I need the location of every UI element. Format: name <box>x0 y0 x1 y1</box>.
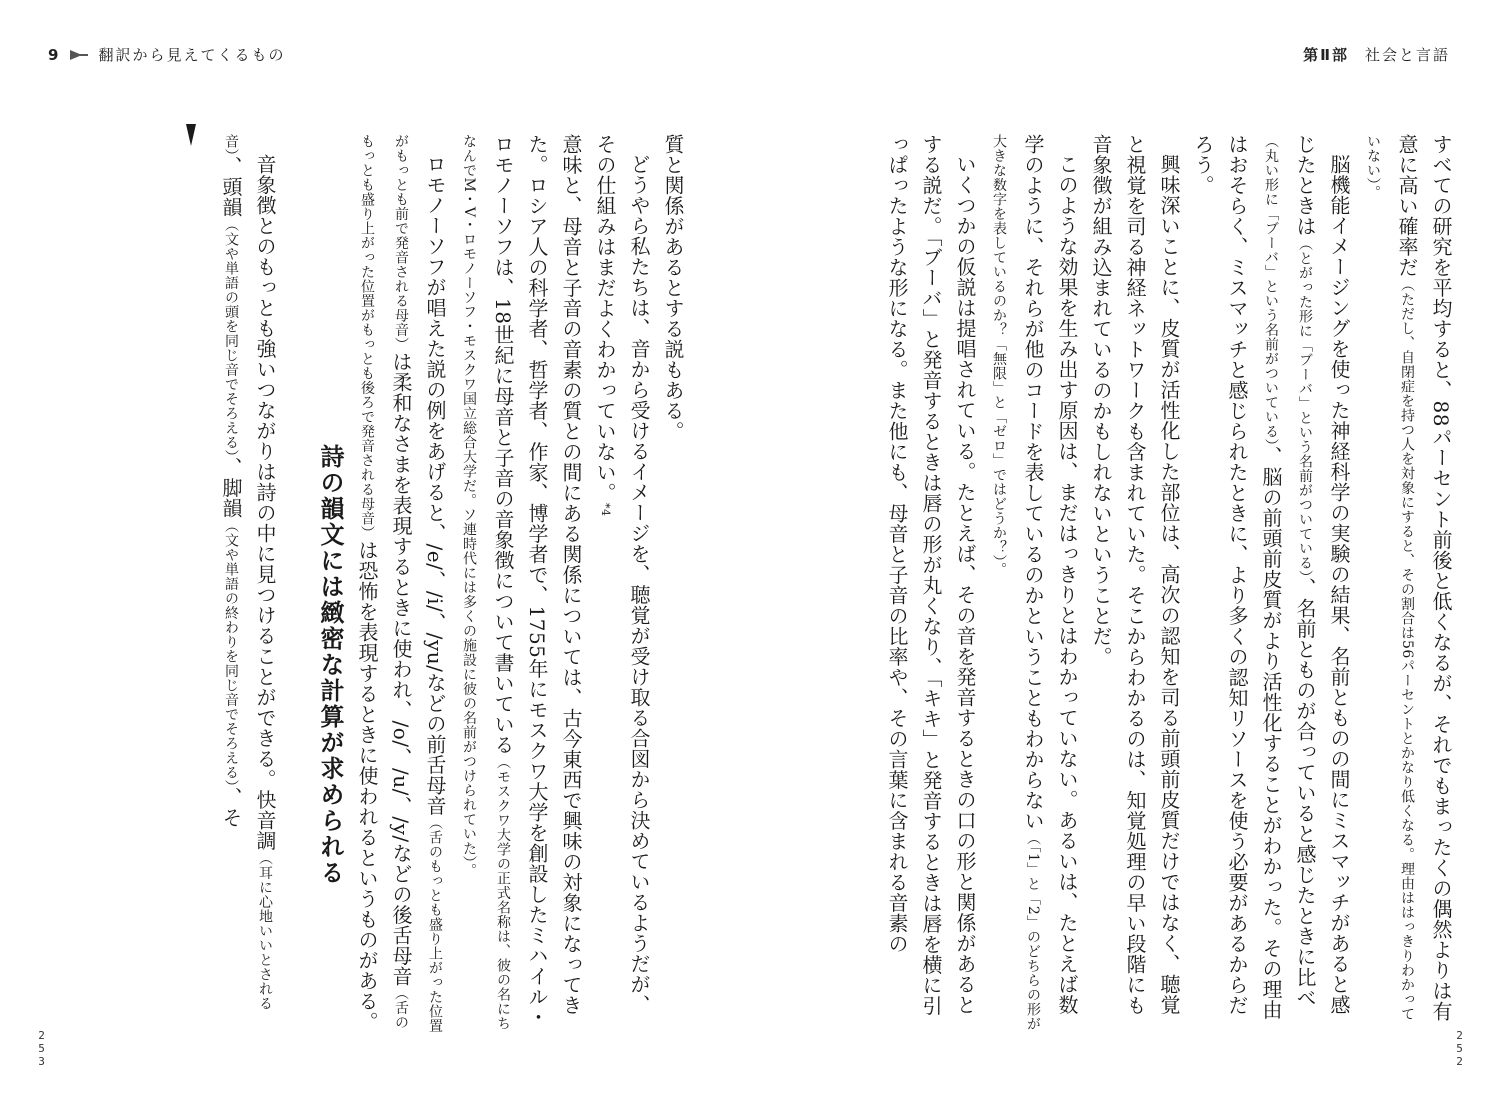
paragraph <box>350 134 452 1034</box>
chapter-title: 翻訳から見えてくるもの <box>98 46 286 64</box>
paragraph <box>656 134 690 1034</box>
arrow-icon <box>70 50 88 60</box>
text: 音象徴とのもっとも強いつながりは詩の中に見つけることができる。快音調 <box>253 154 277 851</box>
right-page-body <box>782 134 1458 1034</box>
inline-note: （モスクワ大学の正式名称は、彼の名にちなんでM・V・ロモノーソフ・モスクワ国立総合大学だ。ソ連時代には多くの施設に彼の名前がつけられていた）。 <box>461 134 511 1031</box>
page-number-left: 253 <box>35 1029 48 1068</box>
text: このような効果を生み出す原因は、まだはっきりとはわかっていない。あるいは、たとえば数学のように、それらが他のコードを表しているのかということもわからない <box>1021 134 1079 1015</box>
section-heading: 詩の韻文には緻密な計算が求められる <box>316 444 344 886</box>
left-page-body <box>70 134 690 1034</box>
paragraph <box>1186 134 1356 1034</box>
text: どうやら私たちは、音から受けるイメージを、聴覚が受け取る合図から決めているようだが、その仕組みはまだよくわかっていない。 <box>593 134 651 1015</box>
paragraph <box>880 134 982 1034</box>
inline-note: （「1」と「2」のどちらの形が大きな数字を表しているのか？「無限」と「ゼロ」ではどうか？）。 <box>991 134 1041 1032</box>
paragraph <box>1356 134 1458 1034</box>
running-header-left <box>48 44 285 65</box>
text: 脳機能イメージングを使った神経科学の実験の結果、名前とものの間にミスマッチがあると感じたときは <box>1293 134 1351 1015</box>
inline-note: （丸い形に「ブーバ」という名前がついている） <box>1263 134 1279 446</box>
paragraph <box>214 134 282 1034</box>
text: 、頭韻 <box>219 156 243 218</box>
text: すべての研究を平均すると、88パーセント前後と低くなるが、それでもまったくの偶然よりは有意に高い確率だ <box>1395 134 1453 1022</box>
text: 、脳の前頭前皮質がより活性化することがわかった。その理由はおそらく、ミスマッチと感じられたときに、より多くの認知リソースを使う必要があるからだろう。 <box>1191 134 1283 1020</box>
inline-note: （耳に心地いいとされる音） <box>223 134 273 1011</box>
text: 、脚韻 <box>219 457 243 519</box>
text: 、そ <box>219 787 243 828</box>
text: いくつかの仮説は提唱されている。たとえば、その音を発音するときの口の形と関係があるとする説だ。「ブーバ」と発音するときは唇の形が丸くなり、「キキ」と発音するときは唇を横に引っぱったような形になる。また他にも、母音と子音の比率や、その言葉に含まれる音素の <box>885 134 977 1016</box>
inline-note: （とがった形に「ブーバ」という名前がついている） <box>1297 236 1313 578</box>
footnote-marker[interactable]: *4 <box>599 503 612 517</box>
inline-note: （文や単語の頭を同じ音でそろえる） <box>223 217 239 457</box>
text: 意味と、母音と子音の音素の質との間にある関係については、古今東西で興味の対象になってきた。ロシア人の科学者、哲学者、作家、博学者で、1755年にモスクワ大学を創設したミハイル・ロモノーソフは、18世紀に母音と子音の音象徴について書いている <box>491 134 583 1028</box>
inline-note: （ただし、自閉症を持つ人を対象にすると、その割合は56パーセントとかなり低くなる。理由ははっきりわかっていない）。 <box>1365 134 1415 1022</box>
chapter-number: 9 <box>48 45 61 64</box>
text: は恐怖を表現するときに使われるというものがある。 <box>355 540 379 1032</box>
inline-note: （舌のもっとも盛り上がった位置がもっとも後ろで発音される母音） <box>359 134 409 1030</box>
paragraph <box>452 134 588 1034</box>
part-title: 社会と言語 <box>1364 46 1450 64</box>
text: ロモノーソフが唱えた説の例をあげると、/e/、/i/、/yu/などの前舌母音 <box>423 154 447 816</box>
running-header-right <box>1303 44 1450 65</box>
part-label: 第Ⅱ部 <box>1303 46 1349 64</box>
text: 、名前とものが合っていると感じたときに比べ <box>1293 577 1317 1008</box>
inline-note: （文や単語の終わりを同じ音でそろえる） <box>223 518 239 787</box>
text: 質と関係があるとする説もある。 <box>661 134 685 442</box>
text: は柔和なさまを表現するときに使われ、/o/、/u/、/y/などの後舌母音 <box>389 351 413 987</box>
inline-note: （舌のもっとも盛り上がった位置がもっとも前で発音される母音） <box>393 134 443 1034</box>
paragraph <box>982 134 1084 1034</box>
page-number-right: 252 <box>1453 1029 1466 1068</box>
text: 興味深いことに、皮質が活性化した部位は、高次の認知を司る前頭前皮質だけではなく、聴覚と視覚を司る神経ネットワークも含まれていた。そこからわかるのは、知覚処理の早い段階にも音象徴が組み込まれているのかもしれないということだ。 <box>1089 134 1181 1016</box>
paragraph <box>1084 134 1186 1034</box>
paragraph <box>588 134 656 1034</box>
